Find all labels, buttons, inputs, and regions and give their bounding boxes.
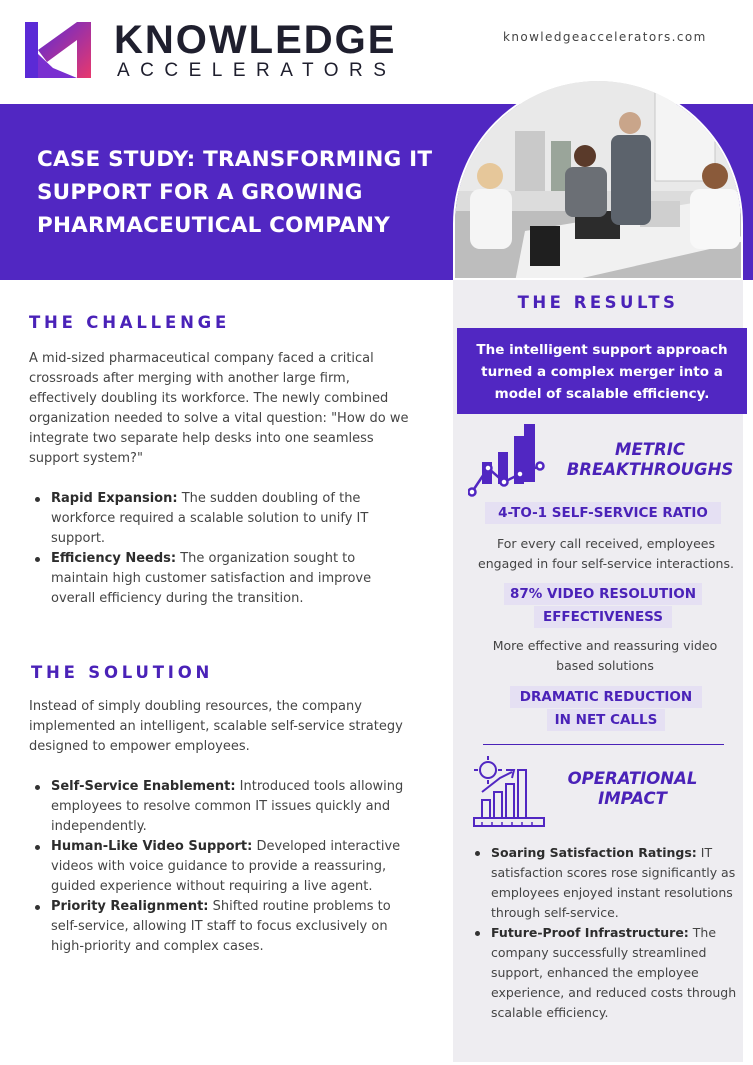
list-item: Rapid Expansion: The sudden doubling of the workforce required a scalable solution to unify IT support. [33, 489, 411, 549]
brand-logo-icon [25, 22, 91, 78]
metric-ratio-desc: For every call received, employees engaged in four self-service interactions. [478, 536, 734, 571]
solution-intro: Instead of simply doubling resources, the company implemented an intelligent, scalable self-service strategy designed to empower employees. [29, 699, 403, 754]
results-heading: THE RESULTS [517, 293, 679, 312]
brand-subtitle: ACCELERATORS [117, 60, 397, 81]
metric-video-line2: EFFECTIVENESS [534, 606, 672, 628]
website-link[interactable]: knowledgeaccelerators.com [503, 30, 707, 44]
metric-video-desc: More effective and reassuring video based solutions [492, 638, 718, 673]
list-item: Priority Realignment: Shifted routine problems to self-service, allowing IT staff to focus exclusively on high-priority and complex cases. [33, 897, 411, 957]
list-item: Human-Like Video Support: Developed interactive videos with voice guidance to provide a reassuring, guided experience without requiring a live agent. [33, 837, 411, 897]
list-item: Future-Proof Infrastructure: The company successfully streamlined support, enhanced the employee experience, and reduced costs through scalable efficiency. [473, 923, 741, 1023]
list-item: Self-Service Enablement: Introduced tools allowing employees to resolve common IT issues quickly and independently. [33, 777, 411, 837]
metric-reduction-line2: IN NET CALLS [547, 709, 665, 731]
impact-list [473, 843, 741, 1023]
metric-video-line1: 87% VIDEO RESOLUTION [504, 583, 702, 605]
solution-list [33, 777, 411, 957]
bar-line-chart-icon [468, 424, 548, 498]
metric-reduction-line1: DRAMATIC REDUCTION [510, 686, 702, 708]
page-title: CASE STUDY: TRANSFORMING IT SUPPORT FOR A GROWING PHARMACEUTICAL COMPANY [37, 147, 433, 238]
metric-ratio: 4-TO-1 SELF-SERVICE RATIO [485, 502, 721, 524]
results-summary: The intelligent support approach turned a complex merger into a model of scalable efficiency. [457, 328, 747, 414]
brand-name: KNOWLEDGE [114, 18, 397, 62]
results-divider [483, 744, 724, 745]
target-growth-chart-icon [472, 756, 548, 830]
impact-title: OPERATIONAL IMPACT [567, 769, 698, 808]
metrics-title: METRIC BREAKTHROUGHS [566, 440, 734, 479]
list-item: Soaring Satisfaction Ratings: IT satisfaction scores rose significantly as employees enjoyed instant resolutions through self-service. [473, 843, 741, 923]
list-item: Efficiency Needs: The organization sought to maintain high customer satisfaction and improve overall efficiency during the transition. [33, 549, 411, 609]
challenge-intro: A mid-sized pharmaceutical company faced a critical crossroads after merging with another large firm, effectively doubling its workforce. The newly combined organization needed to solve a vital question: "How do we integrate two separate help desks into one seamless support system?" [29, 351, 409, 466]
solution-heading: THE SOLUTION [31, 663, 214, 682]
challenge-list [33, 489, 411, 609]
challenge-heading: THE CHALLENGE [29, 313, 231, 332]
